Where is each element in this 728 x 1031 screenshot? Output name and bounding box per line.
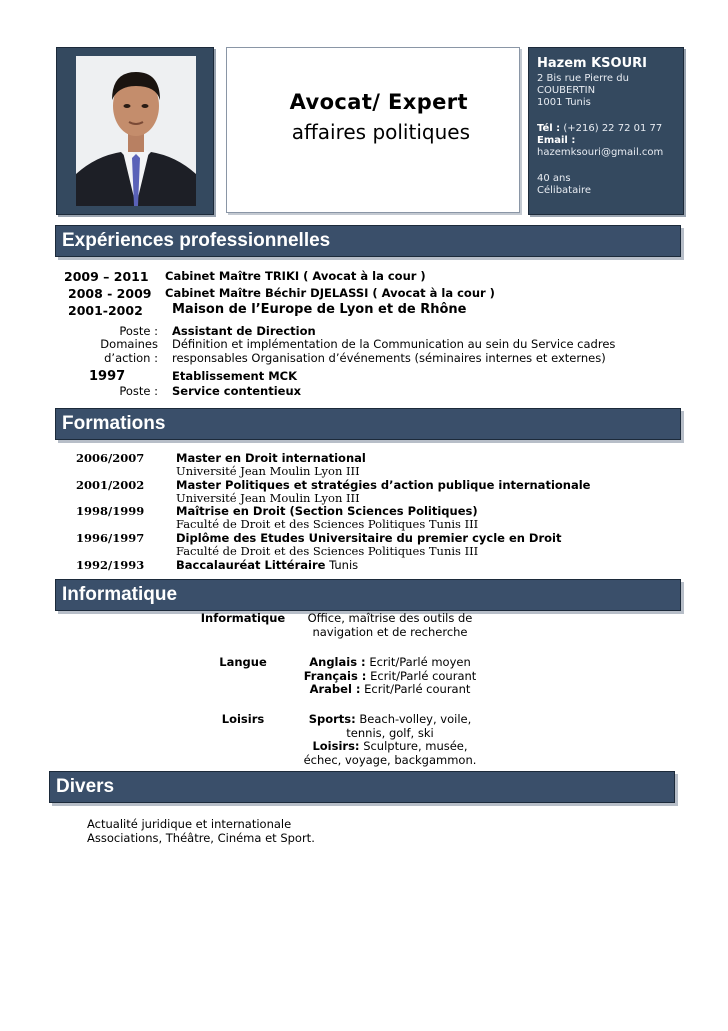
formation-year-1: 2006/2007 <box>76 451 145 465</box>
section-divers <box>49 771 675 803</box>
email-value[interactable]: hazemksouri@gmail.com <box>537 147 664 158</box>
divers-line-1: Actualité juridique et internationale <box>87 817 292 831</box>
formation-year-5: 1992/1993 <box>76 558 145 572</box>
lang-francais <box>300 669 480 683</box>
formation-year-4: 1996/1997 <box>76 531 145 545</box>
address-line-3: 1001 Tunis <box>537 97 591 108</box>
domaines-line-2: responsables Organisation d’événements (séminaires internes et externes) <box>172 351 606 365</box>
formation-year-2: 2001/2002 <box>76 478 145 492</box>
profile-photo <box>76 56 196 206</box>
exp-period-2: 2008 - 2009 <box>68 286 152 301</box>
formation-line-5 <box>176 558 358 572</box>
address-line-2: COUBERTIN <box>537 85 596 96</box>
poste-label: Poste : <box>119 324 158 338</box>
exp-period-1: 2009 – 2011 <box>64 269 149 284</box>
loisirs2-line-1 <box>300 739 480 753</box>
formation-title-3: Maîtrise en Droit (Section Sciences Politiques) <box>176 504 478 518</box>
poste2-label: Poste : <box>119 384 158 398</box>
address-line-1: 2 Bis rue Pierre du <box>537 73 629 84</box>
section-experiences-title: Expériences professionnelles <box>62 230 331 251</box>
sports-label: Sports: <box>308 712 356 726</box>
formation-title-1: Master en Droit international <box>176 451 366 465</box>
anglais-value: Ecrit/Parlé moyen <box>369 655 471 669</box>
photo-frame <box>56 47 214 215</box>
francais-value: Ecrit/Parlé courant <box>370 669 477 683</box>
section-informatique-title: Informatique <box>62 584 178 605</box>
section-informatique <box>55 579 681 611</box>
formation-title-2: Master Politiques et stratégies d’action publique internationale <box>176 478 591 492</box>
sports-line-1 <box>300 712 480 726</box>
langue-label: Langue <box>219 655 267 669</box>
formation-sub-4: Faculté de Droit et des Sciences Politiques Tunis III <box>176 544 479 558</box>
etablissement: Etablissement MCK <box>172 369 297 383</box>
age: 40 ans <box>537 173 571 184</box>
loisirs2-value-1: Sculpture, musée, <box>363 739 468 753</box>
contact-box <box>528 47 684 215</box>
phone-label: Tél : <box>537 123 561 134</box>
formation-sub-5: Tunis <box>329 558 359 572</box>
exp-text-3: Maison de l’Europe de Lyon et de Rhône <box>172 302 467 317</box>
phone-value: (+216) 22 72 01 77 <box>563 123 663 134</box>
exp-text-2: Cabinet Maître Béchir DJELASSI ( Avocat à la cour ) <box>165 286 495 300</box>
anglais-label: Anglais : <box>309 655 366 669</box>
sports-line-2: tennis, golf, ski <box>346 726 434 740</box>
informatique-line-2: navigation et de recherche <box>312 625 468 639</box>
loisirs2-line-2: échec, voyage, backgammon. <box>303 753 477 767</box>
divers-line-2: Associations, Théâtre, Cinéma et Sport. <box>87 831 315 845</box>
portrait-icon <box>76 56 196 206</box>
year-1997: 1997 <box>89 369 126 384</box>
domaines-line-1: Définition et implémentation de la Communication au sein du Service cadres <box>172 337 616 351</box>
formation-title-5: Baccalauréat Littéraire <box>176 558 326 572</box>
formation-sub-1: Université Jean Moulin Lyon III <box>176 464 360 478</box>
arabel-label: Arabel : <box>309 682 361 696</box>
formation-sub-3: Faculté de Droit et des Sciences Politiques Tunis III <box>176 517 479 531</box>
candidate-name: Hazem KSOURI <box>537 56 647 71</box>
informatique-line-1: Office, maîtrise des outils de <box>307 611 473 625</box>
poste2-value: Service contentieux <box>172 384 302 398</box>
daction-label: d’action : <box>104 351 158 365</box>
domaines-label: Domaines <box>100 337 158 351</box>
sports-value-1: Beach-volley, voile, <box>359 712 472 726</box>
formation-year-3: 1998/1999 <box>76 504 145 518</box>
francais-label: Français : <box>303 669 367 683</box>
informatique-label: Informatique <box>200 611 286 625</box>
phone <box>537 123 662 135</box>
loisirs-label: Loisirs <box>221 712 265 726</box>
formation-sub-2: Université Jean Moulin Lyon III <box>176 491 360 505</box>
job-subtitle: affaires politiques <box>291 120 470 144</box>
section-divers-title: Divers <box>56 776 115 797</box>
section-experiences <box>55 225 681 257</box>
loisirs2-label: Loisirs: <box>312 739 360 753</box>
section-formations-title: Formations <box>62 413 166 434</box>
poste-value: Assistant de Direction <box>172 324 316 338</box>
section-formations <box>55 408 681 440</box>
marital-status: Célibataire <box>537 185 592 196</box>
formation-title-4: Diplôme des Etudes Universitaire du premier cycle en Droit <box>176 531 562 545</box>
email-label: Email : <box>537 135 576 146</box>
exp-period-3: 2001-2002 <box>68 303 143 318</box>
exp-text-1: Cabinet Maître TRIKI ( Avocat à la cour ) <box>165 269 426 283</box>
lang-anglais <box>300 655 480 669</box>
arabel-value: Ecrit/Parlé courant <box>364 682 471 696</box>
job-title: Avocat/ Expert <box>289 90 468 114</box>
lang-arabel <box>300 682 480 696</box>
